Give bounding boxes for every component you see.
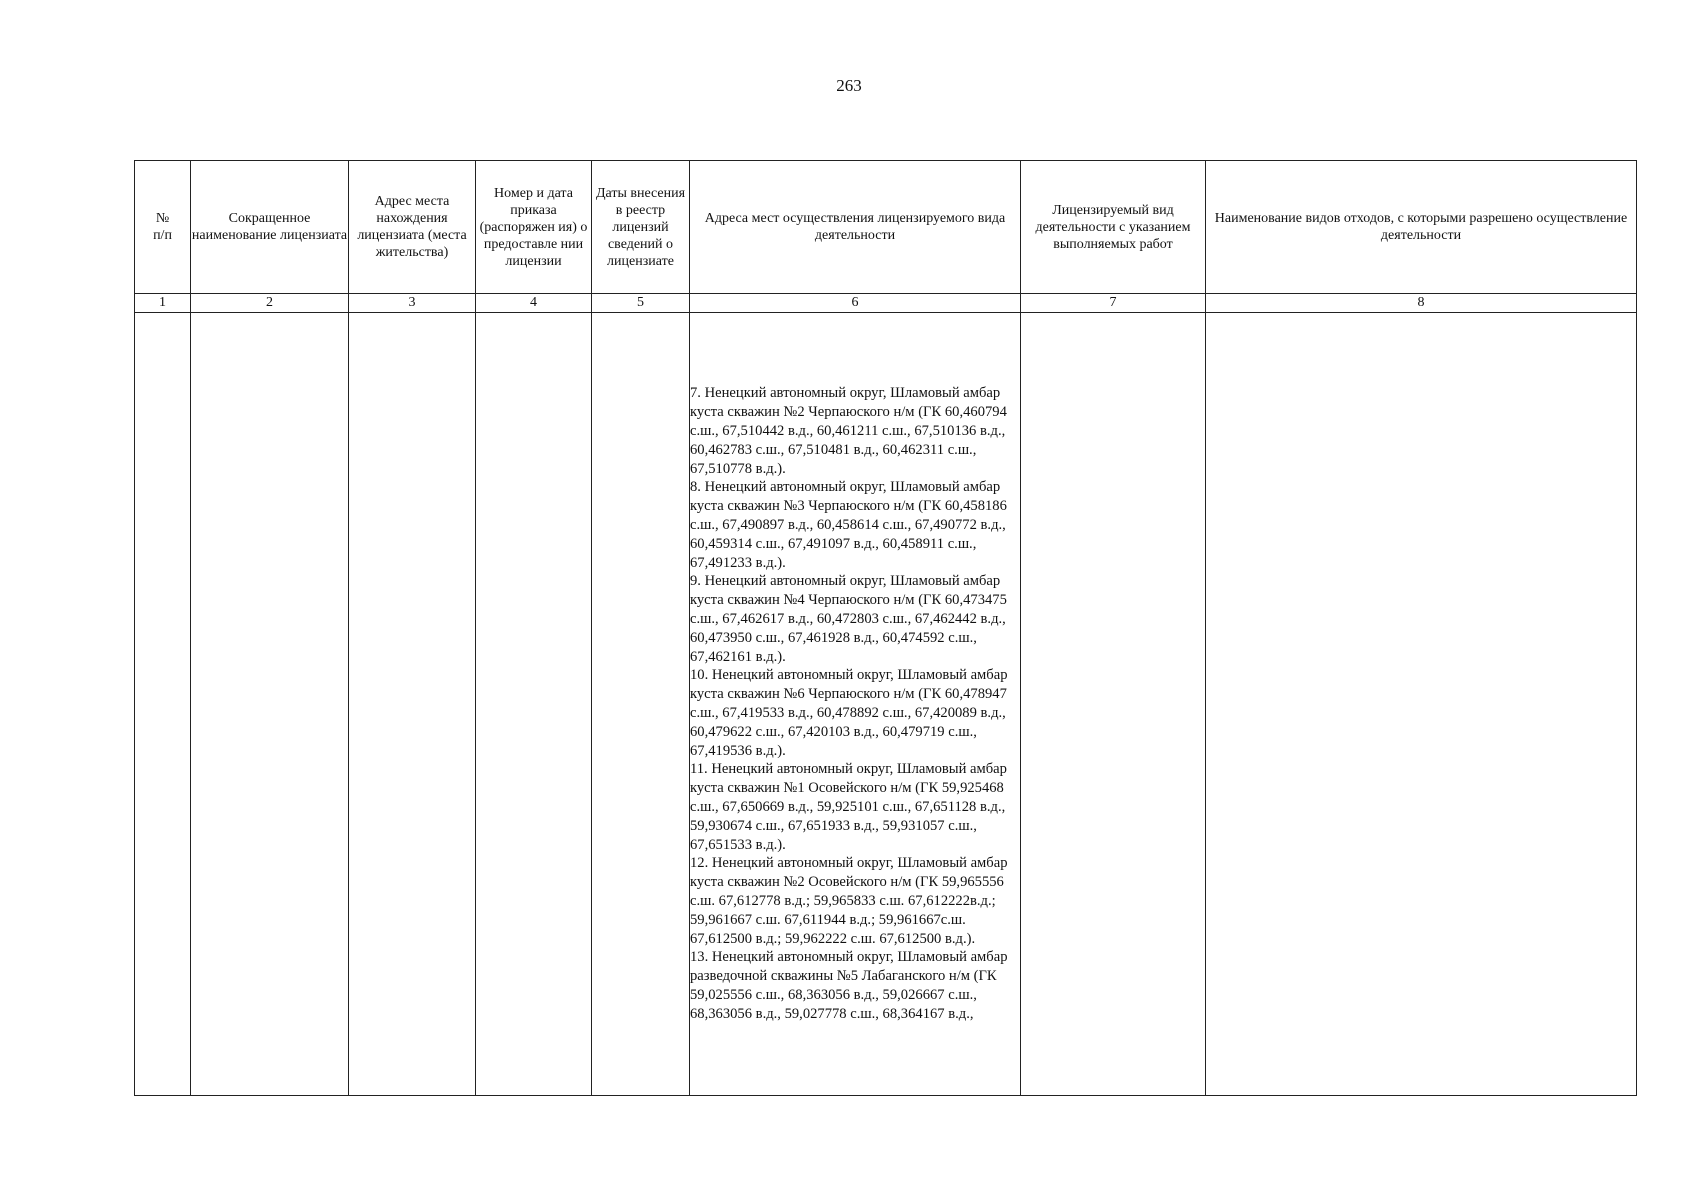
cell-licensed-activity [1021, 313, 1206, 1096]
header-licensee-address: Адрес места нахождения лицензиата (места жительства) [349, 161, 476, 294]
cell-number [135, 313, 191, 1096]
column-number: 5 [592, 294, 690, 313]
column-number: 1 [135, 294, 191, 313]
column-number: 4 [476, 294, 592, 313]
column-number-row [135, 294, 1637, 313]
header-licensee-name: Сокращенное наименование лицензиата [191, 161, 349, 294]
column-number: 8 [1206, 294, 1637, 313]
address-entry: 8. Ненецкий автономный округ, Шламовый амбар куста скважин №3 Черпаюского н/м (ГК 60,458186 с.ш., 67,490897 в.д., 60,458614 с.ш., 67,490772 в.д., 60,459314 с.ш., 67,491097 в.д., 60,458911 с.ш., 67,491233 в.д.). [690, 479, 1007, 571]
header-registry-dates: Даты внесения в реестр лицензий сведений о лицензиате [592, 161, 690, 294]
cell-licensee-address [349, 313, 476, 1096]
column-number: 7 [1021, 294, 1206, 313]
header-activity-addresses: Адреса мест осуществления лицензируемого вида деятельности [690, 161, 1021, 294]
cell-waste-types [1206, 313, 1637, 1096]
page-number: 263 [836, 76, 862, 95]
header-order-number-date: Номер и дата приказа (распоряжен ия) о предоставле нии лицензии [476, 161, 592, 294]
column-number: 2 [191, 294, 349, 313]
address-entry: 7. Ненецкий автономный округ, Шламовый амбар куста скважин №2 Черпаюского н/м (ГК 60,460794 с.ш., 67,510442 в.д., 60,461211 с.ш., 67,510136 в.д., 60,462783 с.ш., 67,510481 в.д., 60,462311 с.ш., 67,510778 в.д.). [690, 385, 1007, 477]
address-entry: 12. Ненецкий автономный округ, Шламовый амбар куста скважин №2 Осовейского н/м (ГК 59,965556 с.ш. 67,612778 в.д.; 59,965833 с.ш. 67,612222в.д.; 59,961667 с.ш. 67,611944 в.д.; 59,961667с.ш. 67,612500 в.д.; 59,962222 с.ш. 67,612500 в.д.). [690, 855, 1008, 947]
cell-activity-addresses [690, 313, 1021, 1096]
header-row [135, 161, 1637, 294]
header-waste-types: Наименование видов отходов, с которыми разрешено осуществление деятельности [1206, 161, 1637, 294]
address-entry: 10. Ненецкий автономный округ, Шламовый амбар куста скважин №6 Черпаюского н/м (ГК 60,478947 с.ш., 67,419533 в.д., 60,478892 с.ш., 67,420089 в.д., 60,479622 с.ш., 67,420103 в.д., 60,479719 с.ш., 67,419536 в.д.). [690, 667, 1008, 759]
address-entry: 13. Ненецкий автономный округ, Шламовый амбар разведочной скважины №5 Лабаганского н/м (ГК 59,025556 с.ш., 68,363056 в.д., 59,026667 с.ш., 68,363056 в.д., 59,027778 с.ш., 68,364167 в.д., [690, 949, 1008, 1022]
header-number: № п/п [135, 161, 191, 294]
column-number: 6 [690, 294, 1021, 313]
cell-registry-dates [592, 313, 690, 1096]
header-licensed-activity: Лицензируемый вид деятельности с указанием выполняемых работ [1021, 161, 1206, 294]
cell-order-number-date [476, 313, 592, 1096]
address-entry: 11. Ненецкий автономный округ, Шламовый амбар куста скважин №1 Осовейского н/м (ГК 59,925468 с.ш., 67,650669 в.д., 59,925101 с.ш., 67,651128 в.д., 59,930674 с.ш., 67,651933 в.д., 59,931057 с.ш., 67,651533 в.д.). [690, 761, 1007, 853]
license-register-table [134, 160, 1637, 1096]
cell-licensee-name [191, 313, 349, 1096]
address-entry: 9. Ненецкий автономный округ, Шламовый амбар куста скважин №4 Черпаюского н/м (ГК 60,473475 с.ш., 67,462617 в.д., 60,472803 с.ш., 67,462442 в.д., 60,473950 с.ш., 67,461928 в.д., 60,474592 с.ш., 67,462161 в.д.). [690, 573, 1007, 665]
table-row [135, 313, 1637, 1096]
column-number: 3 [349, 294, 476, 313]
